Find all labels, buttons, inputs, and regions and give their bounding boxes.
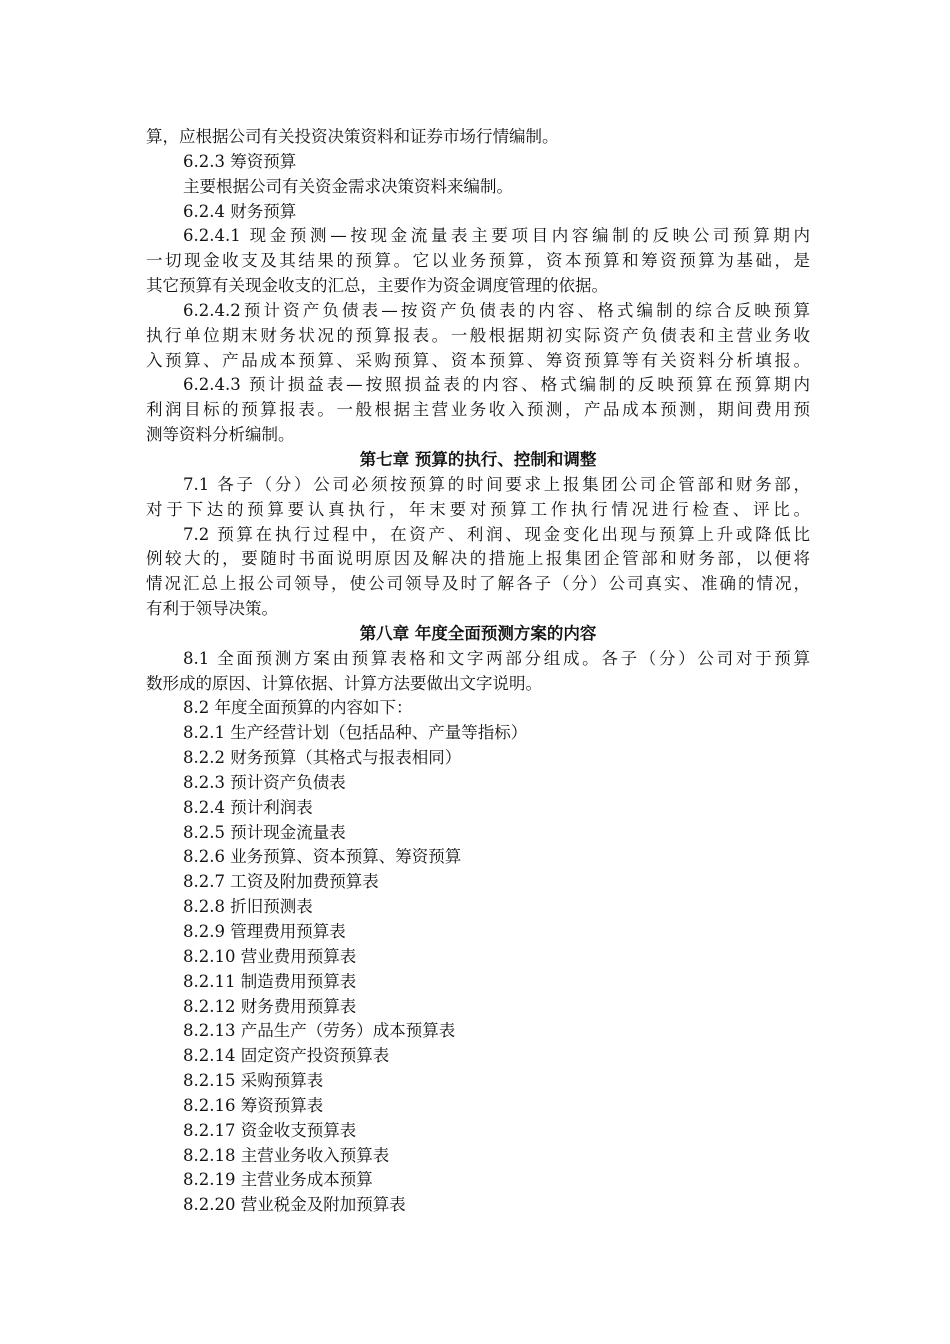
paragraph-line: 算，应根据公司有关投资决策资料和证券市场行情编制。 [146,127,559,146]
paragraph-line: 一切现金收支及其结果的预算。它以业务预算，资本预算和筹资预算为基础，是 [146,251,810,271]
list-item: 8.2.18 主营业务收入预算表 [183,1145,390,1165]
list-item: 8.2.12 财务费用预算表 [183,996,357,1016]
list-item: 8.2.15 采购预算表 [183,1071,324,1091]
paragraph-line: 情况汇总上报公司领导，使公司领导及时了解各子（分）公司真实、准确的情况， [146,574,810,594]
paragraph-line: 例较大的，要随时书面说明原因及解决的措施上报集团企管部和财务部，以便将 [146,549,810,569]
list-item: 8.2.5 预计现金流量表 [183,822,346,842]
paragraph-line: 入预算、产品成本预算、采购预算、资本预算、筹资预算等有关资料分析填报。 [146,350,810,370]
paragraph-line: 数形成的原因、计算依据、计算方法要做出文字说明。 [146,673,542,693]
paragraph-line: 7.2 预算在执行过程中，在资产、利润、现金变化出现与预算上升或降低比 [183,524,810,544]
paragraph-line: 有利于领导决策。 [146,599,278,619]
list-item: 8.2.6 业务预算、资本预算、筹资预算 [183,847,462,867]
list-item: 8.2.19 主营业务成本预算 [183,1170,373,1190]
list-item: 8.2.20 营业税金及附加预算表 [183,1195,406,1215]
chapter-8-heading: 第八章 年度全面预测方案的内容 [359,623,597,643]
paragraph-line: 其它预算有关现金收支的汇总，主要作为资金调度管理的依据。 [146,276,608,296]
section-heading-6-2-3: 6.2.3 筹资预算 [183,151,297,171]
paragraph-line: 8.1 全面预测方案由预算表格和文字两部分组成。各子（分）公司对于预算 [183,648,810,668]
list-item: 8.2.13 产品生产（劳务）成本预算表 [183,1021,456,1041]
paragraph-line: 主要根据公司有关资金需求决策资料来编制。 [183,176,513,196]
list-item: 8.2.7 工资及附加费预算表 [183,872,379,892]
paragraph-line: 执行单位期末财务状况的预算报表。一般根据期初实际资产负债表和主营业务收 [146,325,810,345]
list-item: 8.2.10 营业费用预算表 [183,946,357,966]
paragraph-line: 对于下达的预算要认真执行，年末要对预算工作执行情况进行检查、评比。 [146,499,810,519]
list-item: 8.2.8 折旧预测表 [183,897,313,917]
paragraph-line: 6.2.4.1 现金预测—按现金流量表主要项目内容编制的反映公司预算期内 [183,226,810,246]
paragraph-line: 测等资料分析编制。 [146,425,295,445]
list-item: 8.2.11 制造费用预算表 [183,971,357,991]
section-heading-6-2-4: 6.2.4 财务预算 [183,201,297,221]
paragraph-line: 6.2.4.2预计资产负债表—按资产负债表的内容、格式编制的综合反映预算 [183,300,810,320]
chapter-7-heading: 第七章 预算的执行、控制和调整 [359,449,597,469]
paragraph-line: 7.1 各子（分）公司必须按预算的时间要求上报集团公司企管部和财务部， [183,474,810,494]
list-item: 8.2.3 预计资产负债表 [183,772,346,792]
list-item: 8.2.17 资金收支预算表 [183,1120,357,1140]
list-item: 8.2.9 管理费用预算表 [183,922,346,941]
list-item: 8.2.1 生产经营计划（包括品种、产量等指标） [183,723,528,743]
list-item: 8.2.14 固定资产投资预算表 [183,1046,390,1066]
list-item: 8.2.2 财务预算（其格式与报表相同） [183,748,462,768]
list-item: 8.2.4 预计利润表 [183,797,313,817]
document-page [146,125,810,1218]
list-item: 8.2.16 筹资预算表 [183,1095,324,1115]
paragraph-line: 利润目标的预算报表。一般根据主营业务收入预测，产品成本预测，期间费用预 [146,400,810,420]
paragraph-line: 6.2.4.3 预计损益表—按照损益表的内容、格式编制的反映预算在预算期内 [183,375,810,395]
paragraph-line: 8.2 年度全面预算的内容如下： [183,698,413,718]
